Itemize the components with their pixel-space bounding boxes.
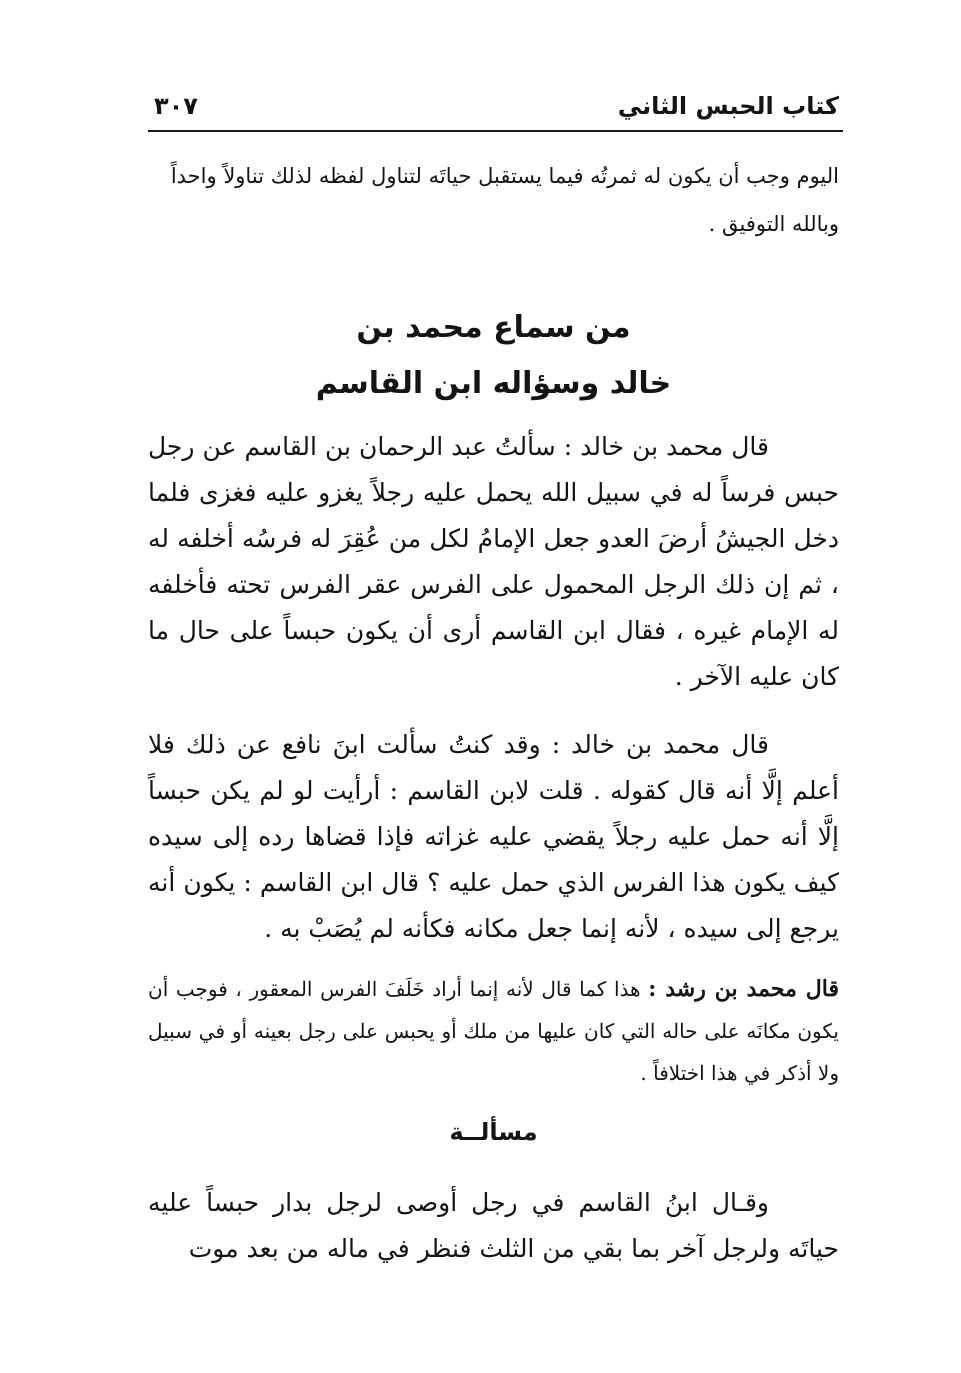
- intro-paragraph: [148, 152, 839, 248]
- header-rule: [148, 130, 843, 132]
- paragraph: قال محمد بن خالد : سألتُ عبد الرحمان بن القاسم عن رجل حبس فرساً له في سبيل الله يحمل عليه رجلاً يغزو عليه فغزى فلما دخل الجيشُ أرضَ العدو جعل الإمامُ لكل من عُقِرَ له فرسُه أخلفه له ، ثم إن ذلك الرجل المحمول على الفرس عقر الفرس تحته فأخلفه له الإمام غيره ، فقال ابن القاسم أرى أن يكون حبساً على حال ما كان عليه الآخر .: [148, 432, 839, 691]
- running-header: [148, 86, 843, 132]
- paragraph: وقـال ابنُ القاسم في رجل أوصى لرجل بدار حبساً عليه حياتَه ولرجل آخر بما بقي من الثلث فنظر في ماله من بعد موت: [148, 1188, 839, 1263]
- section-heading: [148, 300, 839, 412]
- running-title: كتاب الحبس الثاني: [617, 92, 839, 120]
- paragraph: قال محمد بن خالد : وقد كنتُ سألت ابنَ نافع عن ذلك فلا أعلم إلَّا أنه قال كقوله . قلت لابن القاسم : أرأيت لو لم يكن حبساً إلَّا أنه حمل عليه رجلاً يقضي عليه غزاته فإذا قضاها رده إلى سيده كيف يكون هذا الفرس الذي حمل عليه ؟ قال ابن القاسم : يكون أنه يرجع إلى سيده ، لأنه إنما جعل مكانه فكأنه لم يُصَبْ به .: [148, 730, 839, 943]
- page-number: ٣٠٧: [154, 92, 198, 120]
- intro-line: وبالله التوفيق .: [708, 212, 839, 236]
- commentary-lead: قال محمد بن رشد :: [648, 976, 839, 1002]
- section-heading-line: من سماع محمد بن: [356, 310, 631, 345]
- intro-line: اليوم وجب أن يكون له ثمرتُه فيما يستقبل حياتَه لتناول لفظه لذلك تناولاً واحداً: [170, 164, 839, 188]
- section-heading-line: خالد وسؤاله ابن القاسم: [315, 366, 672, 401]
- commentary-paragraph: [148, 968, 839, 1094]
- commentary-text: هذا كما قال لأنه إنما أراد خَلَفَ الفرس المعقور ، فوجب أن يكون مكانَه على حاله التي كان عليها من ملك أو يحبس على رجل بعينه أو في سبيل ولا أذكر في هذا اختلافاً .: [148, 977, 839, 1085]
- issue-heading: مسألــة: [449, 1118, 538, 1146]
